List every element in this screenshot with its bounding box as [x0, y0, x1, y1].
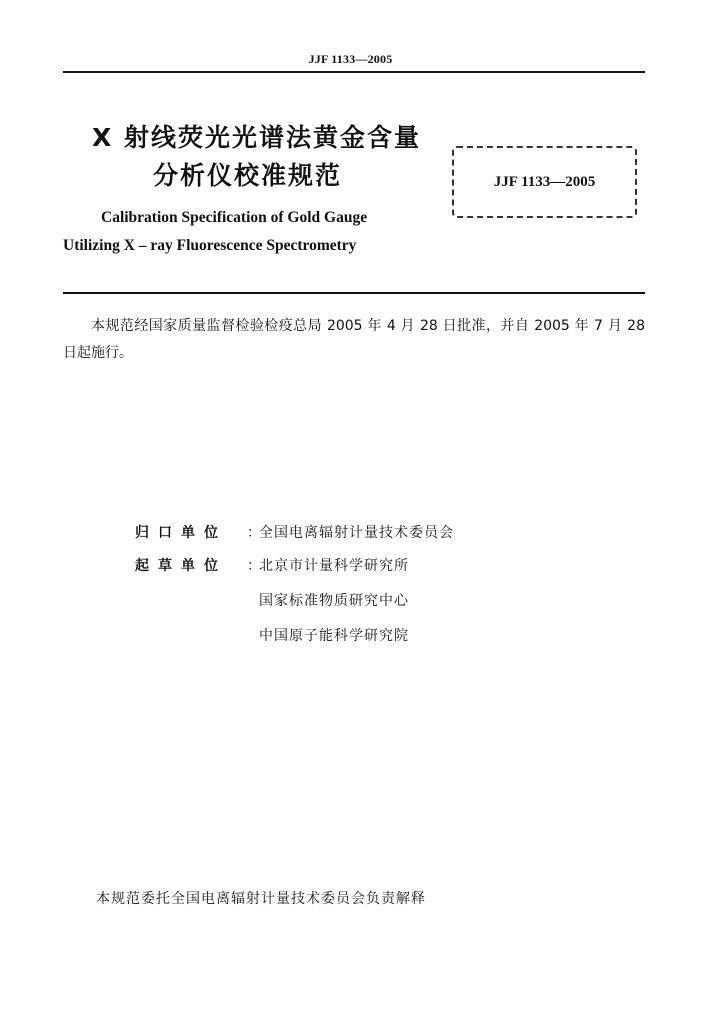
title-english-line1: Calibration Specification of Gold Gauge [101, 209, 368, 226]
code-box-text: JJF 1133—2005 [493, 173, 596, 190]
drafting-unit-colon: ： [247, 558, 261, 574]
drafting-unit-value: 国家标准物质研究中心 [259, 593, 409, 609]
title-chinese-line1: X 射线荧光光谱法黄金含量 [92, 123, 421, 152]
drafting-unit-label: 起草单位 [135, 558, 227, 574]
document-code-box [452, 146, 637, 218]
approval-statement: 本规范经国家质量监督检验检疫总局 2005 年 4 月 28 日批准，并自 2005 年 7 月 28 日起施行。 [63, 318, 645, 361]
responsible-unit-value: 全国电离辐射计量技术委员会 [259, 525, 454, 541]
title-chinese-line2: 分析仪校准规范 [153, 161, 343, 190]
interpretation-note: 本规范委托全国电离辐射计量技术委员会负责解释 [96, 891, 426, 907]
title-divider-rule [63, 292, 645, 294]
drafting-unit-value: 北京市计量科学研究所 [259, 558, 409, 574]
header-rule [63, 71, 645, 73]
responsible-unit-row [135, 522, 454, 542]
drafting-unit-value: 中国原子能科学研究院 [259, 628, 409, 644]
drafting-unit-row [259, 590, 409, 610]
drafting-unit-row [135, 555, 409, 575]
drafting-unit-row [259, 625, 409, 645]
responsible-unit-colon: ： [247, 525, 261, 541]
responsible-unit-label: 归口单位 [135, 525, 227, 541]
header-document-code: JJF 1133—2005 [308, 52, 393, 66]
title-english-line2: Utilizing X – ray Fluorescence Spectrometry [63, 237, 357, 254]
